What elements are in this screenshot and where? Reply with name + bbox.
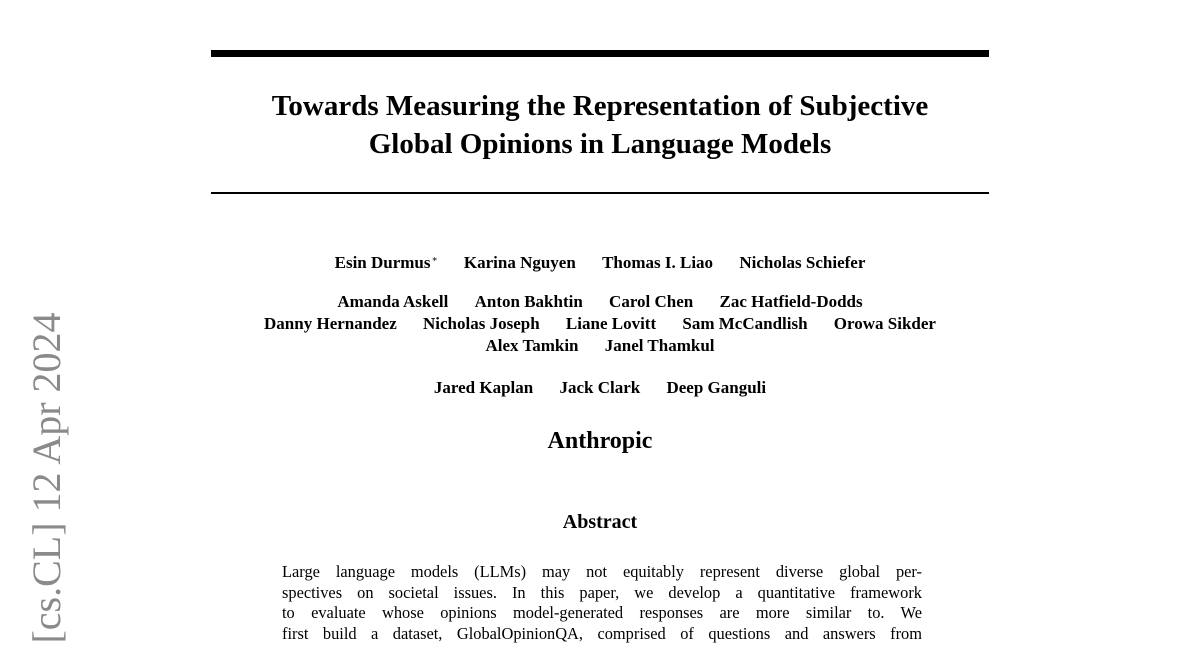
paper-title bbox=[211, 87, 989, 163]
abstract-line: Large language models (LLMs) may not equitably represent diverse global per- bbox=[282, 562, 922, 581]
title-bottom-rule bbox=[211, 192, 989, 194]
author bbox=[335, 249, 438, 273]
arxiv-sidebar-stamp: [cs.CL] 12 Apr 2024 bbox=[24, 312, 69, 644]
abstract-line: first build a dataset, GlobalOpinionQA, comprised of questions and answers from bbox=[282, 623, 922, 643]
author: Deep Ganguli bbox=[666, 378, 767, 397]
title-top-rule bbox=[211, 50, 989, 57]
author: Thomas I. Liao bbox=[602, 253, 714, 272]
abstract-line: spectives on societal issues. In this paper, we develop a quantitative framework bbox=[282, 582, 922, 602]
author-footnote-mark: ∗ bbox=[431, 254, 438, 264]
author: Orowa Sikder bbox=[833, 314, 936, 333]
author-line bbox=[180, 336, 1020, 356]
author: Janel Thamkul bbox=[604, 336, 715, 355]
author-line bbox=[180, 249, 1020, 273]
abstract-heading: Abstract bbox=[562, 511, 638, 533]
author: Jack Clark bbox=[559, 378, 641, 397]
author: Sam McCandlish bbox=[682, 314, 808, 333]
author: Liane Lovitt bbox=[565, 314, 657, 333]
author: Danny Hernandez bbox=[264, 314, 397, 333]
author: Zac Hatfield-Dodds bbox=[719, 292, 863, 311]
author-line bbox=[180, 378, 1020, 398]
title-line: Towards Measuring the Representation of Subjective bbox=[271, 90, 929, 122]
title-line: Global Opinions in Language Models bbox=[368, 128, 832, 160]
author: Amanda Askell bbox=[337, 292, 449, 311]
author-line bbox=[180, 292, 1020, 312]
author: Alex Tamkin bbox=[485, 336, 579, 355]
author: Nicholas Schiefer bbox=[739, 253, 866, 272]
author: Karina Nguyen bbox=[463, 253, 576, 272]
affiliation: Anthropic bbox=[547, 428, 653, 454]
author: Carol Chen bbox=[609, 292, 694, 311]
abstract-line: to evaluate whose opinions model-generated responses are more similar to. We bbox=[282, 603, 922, 622]
abstract-body bbox=[282, 562, 922, 644]
author-name: Esin Durmus bbox=[334, 253, 431, 272]
author-line bbox=[180, 314, 1020, 334]
author: Anton Bakhtin bbox=[474, 292, 583, 311]
author: Nicholas Joseph bbox=[423, 314, 540, 333]
author: Jared Kaplan bbox=[433, 378, 534, 397]
